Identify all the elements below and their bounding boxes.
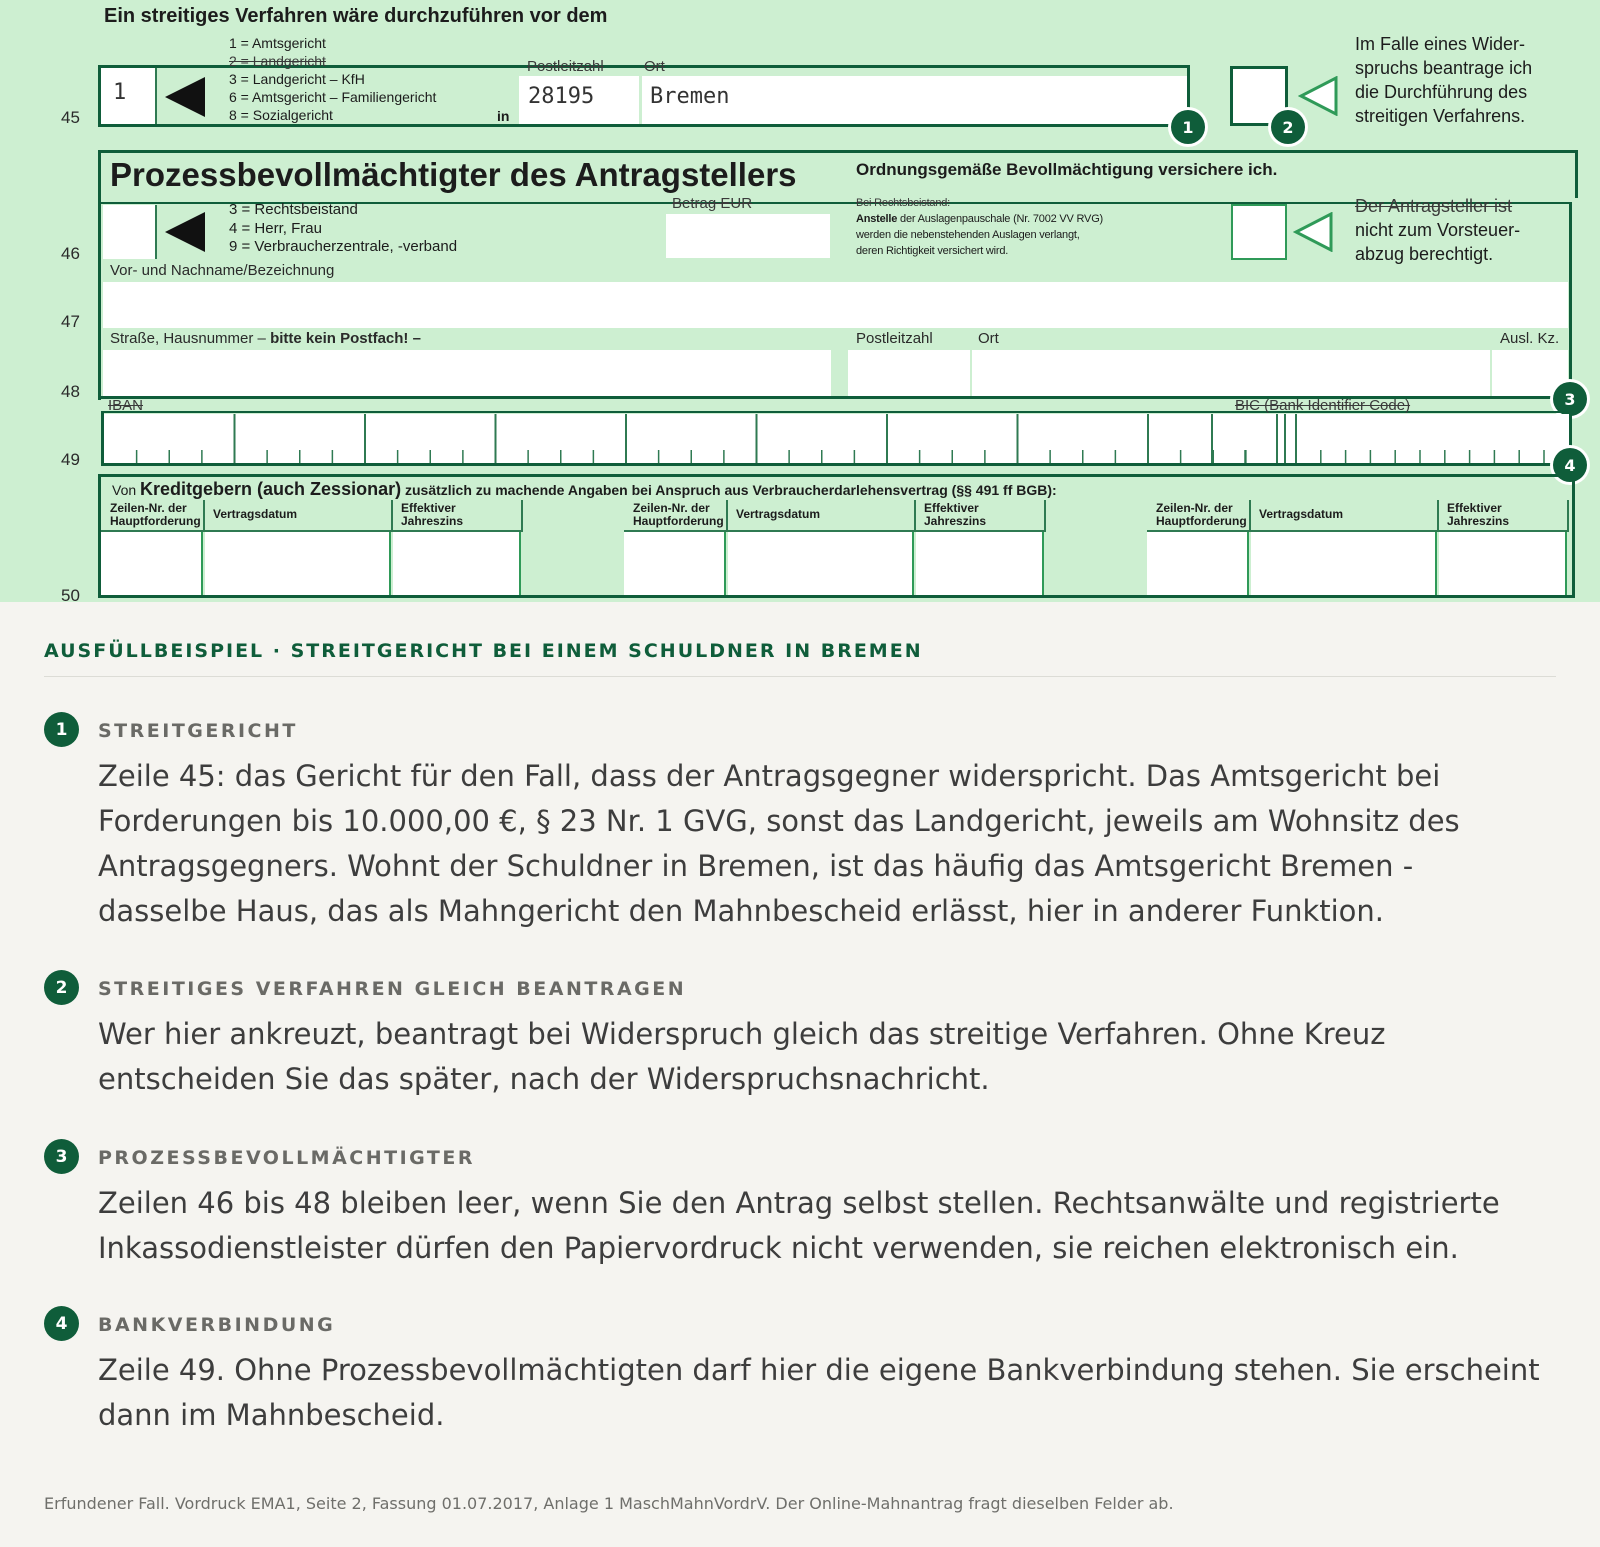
footnote: Erfundener Fall. Vordruck EMA1, Seite 2, Fassung 01.07.2017, Anlage 1 MaschMahnVordrV. Der Online-Mahnantrag fragt dieselben Felder ab.: [44, 1494, 1174, 1513]
credit-rate-label-line: Jahreszins: [924, 514, 987, 528]
pointer-arrow-icon: [165, 212, 205, 252]
credit-rate-label-line: Effektiver: [1447, 501, 1502, 515]
separator: [155, 68, 157, 124]
vat-checkbox[interactable]: [1231, 204, 1287, 260]
column-separator: [1044, 500, 1046, 532]
objection-line: Im Falle eines Wider-: [1355, 34, 1526, 54]
badge-3: 3: [1553, 382, 1587, 416]
credit-date-label-line: Vertragsdatum: [213, 507, 298, 521]
amount-field[interactable]: [666, 214, 830, 258]
credit-line-label-line: Zeilen-Nr. der: [110, 501, 187, 515]
court-option: 1 = Amtsgericht: [229, 35, 326, 51]
court-place-value: Bremen: [650, 84, 730, 109]
amount-label: Betrag EUR: [672, 195, 753, 212]
country-label: Ausl. Kz.: [1500, 330, 1560, 347]
credit-frame-bottom: [98, 595, 1575, 598]
credit-rate-label-line: Effektiver: [401, 501, 456, 515]
vat-text: [1355, 194, 1520, 266]
divider: [44, 676, 1556, 677]
court-option: 6 = Amtsgericht – Familiengericht: [229, 89, 437, 105]
postcode-label: Postleitzahl: [527, 58, 604, 75]
credit-rate-field[interactable]: [1439, 532, 1567, 595]
credit-line-label-line: Zeilen-Nr. der: [1156, 501, 1233, 515]
court-code-field[interactable]: [101, 68, 155, 124]
form-heading: Ein streitiges Verfahren wäre durchzuführen vor dem: [104, 5, 608, 27]
street-label: [110, 330, 421, 347]
separator: [155, 205, 157, 259]
credit-date-label-line: Vertragsdatum: [736, 507, 821, 521]
credit-rate-label: [401, 502, 463, 528]
credit-date-label: [736, 508, 820, 521]
kicker: AUSFÜLLBEISPIEL · STREITGERICHT BEI EINEM SCHULDNER IN BREMEN: [44, 640, 923, 662]
note-title: STREITIGES VERFAHREN GLEICH BEANTRAGEN: [98, 978, 687, 1000]
rep-frame-top: [98, 150, 1578, 153]
vat-line: abzug berechtigt.: [1355, 244, 1494, 264]
credit-date-label: [213, 508, 297, 521]
bank-frame-bottom: [101, 463, 1572, 466]
court-option: 8 = Sozialgericht: [229, 107, 333, 123]
rep-name-field[interactable]: [103, 282, 1568, 328]
objection-line: die Durchführung des: [1355, 82, 1528, 102]
pointer-outline-icon: [1298, 76, 1338, 116]
credit-rate-label: [924, 502, 986, 528]
column-separator: [521, 500, 523, 532]
credit-line-label-line: Hauptforderung: [1156, 514, 1247, 528]
in-label: in: [497, 108, 510, 124]
rb-text: [856, 195, 1103, 259]
credit-prefix: Von: [112, 482, 141, 498]
credit-heading: [112, 479, 1057, 500]
credit-rate-label-line: Jahreszins: [401, 514, 464, 528]
rep-frame-right: [1575, 150, 1578, 198]
pointer-arrow-icon: [165, 77, 205, 117]
credit-line-field[interactable]: [624, 532, 726, 595]
badge-4: 4: [1553, 448, 1587, 482]
rep-assurance: Ordnungsgemäße Bevollmächtigung versichere ich.: [856, 160, 1278, 179]
credit-date-field[interactable]: [1251, 532, 1437, 595]
pointer-outline-icon: [1293, 212, 1333, 252]
column-separator: [1437, 500, 1439, 532]
rep-options: [229, 201, 457, 257]
note-text: Wer hier ankreuzt, beantragt bei Widerspruch gleich das streitige Verfahren. Ohne Kreuz entscheiden Sie das später, nach der Widerspruchsnachricht.: [98, 1017, 1386, 1096]
rep-title: Prozessbevollmächtigter des Antragstellers: [110, 156, 797, 193]
court-place-field[interactable]: [642, 76, 1187, 124]
note-text: Zeile 49. Ohne Prozessbevollmächtigten darf hier die eigene Bankverbindung stehen. Sie erscheint dann im Mahnbescheid.: [98, 1353, 1540, 1432]
objection-line: spruchs beantrage ich: [1355, 58, 1533, 78]
rep-option: 9 = Verbraucherzentrale, -verband: [229, 238, 458, 255]
credit-line-label-line: Hauptforderung: [633, 514, 724, 528]
column-separator: [203, 500, 205, 532]
rb-line: werden die nebenstehenden Auslagen verlangt,: [856, 229, 1080, 241]
credit-line-field[interactable]: [1147, 532, 1249, 595]
vat-line: Der Antragsteller ist: [1355, 196, 1513, 216]
column-separator: [914, 500, 916, 532]
rb-bold: Anstelle: [856, 213, 898, 225]
credit-line-label: [110, 502, 201, 528]
form-scan: [0, 0, 1600, 602]
credit-frame-top: [98, 474, 1575, 477]
street-label-bold: bitte kein Postfach! –: [270, 330, 421, 347]
row-number: 48: [61, 382, 80, 401]
rep-street-field[interactable]: [103, 350, 831, 396]
iban-label: IBAN: [108, 397, 144, 414]
rep-type-field[interactable]: [103, 205, 155, 259]
column-separator: [726, 500, 728, 532]
credit-rate-field[interactable]: [916, 532, 1044, 595]
objection-text: [1355, 32, 1532, 128]
note-number: 3: [44, 1139, 79, 1174]
row-number: 47: [61, 312, 80, 331]
rb-line: deren Richtigkeit versichert wird.: [856, 245, 1009, 257]
badge-2: 2: [1271, 110, 1305, 144]
credit-line-label-line: Hauptforderung: [110, 514, 201, 528]
credit-line-label: [1156, 502, 1247, 528]
place-label: Ort: [644, 58, 665, 75]
column-separator: [1567, 500, 1569, 532]
credit-date-label-line: Vertragsdatum: [1259, 507, 1344, 521]
street-label-plain: Straße, Hausnummer –: [110, 330, 271, 347]
badge-1: 1: [1171, 110, 1205, 144]
rb-heading: Bei Rechtsbeistand:: [856, 197, 951, 209]
rep-frame-left: [98, 150, 101, 400]
rb-line: der Auslagenpauschale (Nr. 7002 VV RVG): [897, 213, 1104, 225]
note-number: 1: [44, 712, 79, 747]
row-number: 50: [61, 586, 80, 602]
iban-bic-ticks: [104, 414, 1569, 463]
court-postcode-field[interactable]: [519, 76, 639, 124]
credit-date-field[interactable]: [728, 532, 914, 595]
credit-rate-field[interactable]: [393, 532, 521, 595]
note-number: 2: [44, 970, 79, 1005]
postcode-label: Postleitzahl: [856, 330, 933, 347]
place-label: Ort: [978, 330, 999, 347]
credit-line-label: [633, 502, 724, 528]
row-number: 46: [61, 244, 80, 263]
rep-inner-right: [1569, 202, 1572, 392]
column-header-rule: [624, 530, 1046, 532]
rep-option: 4 = Herr, Frau: [229, 219, 322, 237]
court-option: 2 = Landgericht: [229, 53, 326, 69]
credit-line-field[interactable]: [101, 532, 203, 595]
court-option: 3 = Landgericht – KfH: [229, 71, 365, 87]
note-text: Zeilen 46 bis 48 bleiben leer, wenn Sie den Antrag selbst stellen. Rechtsanwälte und registrierte Inkassodienstleister dürfen den Papiervordruck nicht verwenden, sie reichen elektronisch ein.: [98, 1186, 1500, 1265]
note-title: PROZESSBEVOLLMÄCHTIGTER: [98, 1147, 475, 1169]
column-separator: [391, 500, 393, 532]
credit-frame-right: [1572, 474, 1575, 598]
court-options: [229, 34, 436, 124]
rep-option: 3 = Rechtsbeistand: [229, 201, 358, 218]
rep-postcode-field[interactable]: [848, 350, 970, 396]
note-text: Zeile 45: das Gericht für den Fall, dass der Antragsgegner widerspricht. Das Amtsgericht bei Forderungen bis 10.000,00 €, § 23 Nr. 1 GVG, sonst das Landgericht, jeweils am Wohnsitz des Antragsgegners. Wohnt der Schuldner in Bremen, ist das häufig das Amtsgericht Bremen - dasselbe Haus, das als Mahngericht den Mahnbescheid erlässt, hier in anderer Funktion.: [98, 759, 1460, 928]
objection-line: streitigen Verfahrens.: [1355, 106, 1526, 126]
credit-date-label: [1259, 508, 1343, 521]
bic-label: BIC (Bank Identifier Code): [1235, 397, 1411, 414]
credit-rest: zusätzlich zu machende Angaben bei Anspruch aus Verbraucherdarlehensvertrag (§§ 491 ff BGB):: [401, 482, 1057, 498]
row-number: 49: [61, 450, 80, 469]
column-header-rule: [101, 530, 523, 532]
rep-place-field[interactable]: [972, 350, 1490, 396]
note-number: 4: [44, 1306, 79, 1341]
name-label: Vor- und Nachname/Bezeichnung: [110, 262, 335, 279]
court-postcode-value: 28195: [528, 84, 595, 109]
column-separator: [1249, 500, 1251, 532]
court-code-value: 1: [113, 80, 127, 105]
credit-rate-label-line: Jahreszins: [1447, 514, 1510, 528]
row-number: 45: [61, 108, 80, 127]
credit-date-field[interactable]: [205, 532, 391, 595]
credit-bold: Kreditgebern (auch Zessionar): [140, 479, 402, 499]
credit-rate-label-line: Effektiver: [924, 501, 979, 515]
credit-rate-label: [1447, 502, 1509, 528]
note-title: BANKVERBINDUNG: [98, 1314, 336, 1336]
credit-line-label-line: Zeilen-Nr. der: [633, 501, 710, 515]
note-title: STREITGERICHT: [98, 720, 298, 742]
column-header-rule: [1147, 530, 1569, 532]
vat-line: nicht zum Vorsteuer-: [1355, 220, 1521, 240]
